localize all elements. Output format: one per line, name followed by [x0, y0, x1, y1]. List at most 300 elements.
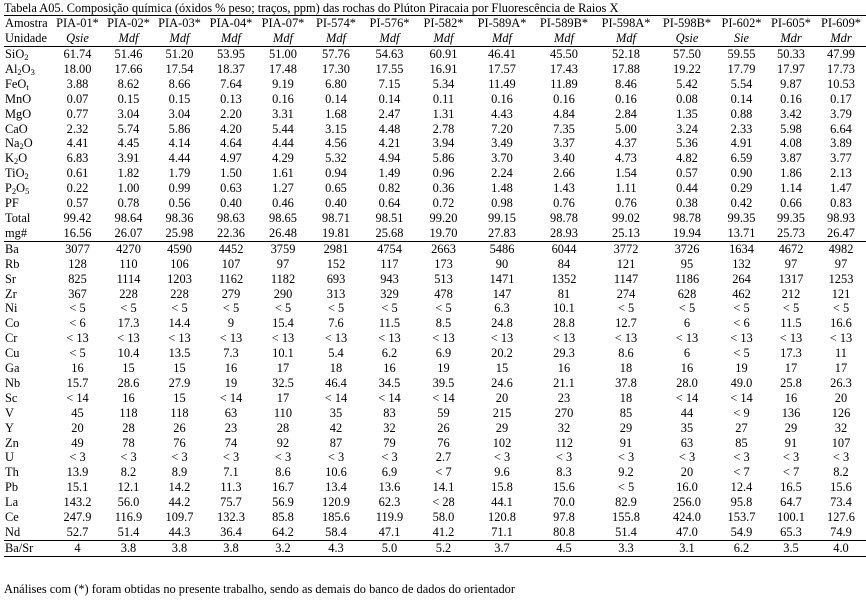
table-cell: 87 [329, 435, 343, 450]
table-cell: 16 [122, 390, 135, 405]
table-cell: 0.96 [432, 166, 455, 181]
table-cell: PI-602* [717, 16, 766, 32]
table-cell: 102 [492, 435, 512, 450]
table-cell: 8.2 [833, 465, 849, 480]
table-cell: 109.7 [165, 510, 194, 525]
table-cell: 54.9 [717, 525, 766, 540]
table-cell: 0.42 [730, 196, 753, 211]
table-cell: 6.9 [381, 465, 398, 480]
table-cell: 6.2 [381, 346, 398, 361]
table-cell: < 13 [614, 331, 638, 346]
table-cell: 3726 [674, 241, 700, 256]
trace-row [4, 272, 866, 287]
table-cell: < 13 [219, 331, 243, 346]
table-cell: 13.5 [168, 346, 191, 361]
table-cell: < 7 [435, 465, 452, 480]
table-cell: Mdf [103, 31, 154, 47]
table-cell: 1.00 [117, 181, 140, 196]
table-cell: 4 [52, 540, 103, 556]
table-cell: 367 [68, 286, 87, 301]
table-cell: 0.11 [432, 91, 455, 106]
table-cell: 76 [437, 435, 450, 450]
table-cell: 128 [68, 256, 87, 271]
table-cell: 0.44 [676, 181, 698, 196]
table-cell: 76 [173, 435, 186, 450]
table-cell: 1.48 [491, 181, 513, 196]
header-label: Unidade [4, 31, 52, 47]
table-cell: 0.64 [378, 196, 401, 211]
row-label: Sc [5, 390, 18, 405]
table-cell: 126 [831, 405, 851, 420]
table-cell: 13.4 [325, 480, 347, 495]
table-cell: 118 [119, 405, 138, 420]
table-cell: 4.44 [272, 136, 294, 151]
trace-row [4, 406, 866, 421]
table-cell: 462 [732, 286, 751, 301]
table-cell: Mdf [154, 31, 205, 47]
oxide-name: CaO [5, 121, 28, 136]
table-cell: 28.93 [533, 226, 595, 241]
oxide-subscript: 2 [24, 171, 29, 182]
row-label [4, 151, 52, 166]
table-cell: 51.4 [595, 525, 657, 540]
oxide-subscript: 2 [17, 66, 22, 77]
table-cell: 15.7 [66, 375, 89, 390]
table-cell: 0.16 [553, 91, 575, 106]
row-label: Y [5, 420, 14, 435]
table-cell: 85 [735, 435, 748, 450]
table-cell: 51.20 [165, 47, 194, 61]
table-cell: 4754 [377, 241, 402, 256]
table-cell: < 3 [733, 450, 750, 465]
table-cell: 3.24 [676, 121, 698, 136]
trace-row [4, 495, 866, 510]
table-cell: 26 [437, 420, 450, 435]
table-cell: 11 [835, 346, 847, 361]
table-cell: 6 [683, 346, 691, 361]
table-cell: 17.54 [165, 61, 194, 76]
table-cell: < 5 [120, 301, 137, 316]
table-cell: 17.3 [117, 316, 140, 331]
table-cell: 0.14 [378, 91, 401, 106]
table-cell: 1.43 [553, 181, 575, 196]
table-cell: < 13 [432, 331, 455, 346]
table-cell: < 3 [678, 450, 696, 465]
table-cell: 99.02 [612, 210, 640, 225]
table-cell: 95 [680, 256, 694, 271]
table-cell: 3.1 [657, 540, 717, 556]
table-cell: 17.57 [488, 61, 516, 76]
table-cell: 1253 [828, 271, 854, 286]
table-cell: 11.89 [550, 76, 578, 91]
table-cell: < 5 [832, 301, 850, 316]
table-cell: 0.17 [830, 91, 852, 106]
table-cell: 132.3 [217, 510, 245, 525]
table-cell: 78 [122, 435, 135, 450]
table-cell: < 13 [730, 331, 753, 346]
table-cell: 8.6 [275, 465, 291, 480]
table-cell: PIA-07* [257, 16, 309, 32]
row-label: Co [5, 316, 20, 331]
oxide-row [4, 62, 866, 77]
oxide-name-part: O [18, 151, 28, 166]
table-cell: 17 [834, 361, 848, 376]
table-cell: 132 [732, 256, 751, 271]
table-cell: 10.4 [117, 346, 140, 361]
table-cell: < 5 [617, 480, 635, 495]
table-cell: 25.73 [766, 226, 816, 241]
table-cell: 12.1 [117, 480, 140, 495]
table-cell: 5.2 [416, 540, 471, 556]
table-cell: 1.79 [168, 166, 191, 181]
table-cell: Mdf [257, 31, 309, 47]
table-cell: 0.61 [66, 166, 89, 181]
table-cell: 3.8 [205, 540, 257, 556]
table-cell: 0.98 [491, 196, 513, 211]
table-cell: 4.73 [615, 151, 637, 166]
table-cell: 46.4 [325, 375, 347, 390]
table-cell: 118 [170, 405, 189, 420]
table-cell: PIA-03* [154, 16, 205, 32]
table-cell: Mdf [533, 31, 595, 47]
table-cell: 212 [781, 286, 801, 301]
table-cell: 26 [173, 420, 186, 435]
table-cell: < 3 [832, 450, 850, 465]
table-cell: 0.78 [117, 196, 140, 211]
table-cell: 98.78 [550, 210, 578, 225]
table-cell: 313 [326, 286, 346, 301]
row-label: Ba [5, 241, 19, 256]
table-cell: Mdf [205, 31, 257, 47]
table-cell: 5.44 [272, 121, 294, 136]
table-cell: 0.83 [830, 196, 852, 211]
table-cell: 7.15 [378, 76, 401, 91]
table-cell: 3.70 [491, 151, 513, 166]
table-cell: 121 [616, 256, 636, 271]
table-cell: 0.57 [66, 196, 89, 211]
table-cell: 2.32 [66, 121, 89, 136]
table-cell: 14.2 [168, 480, 191, 495]
table-cell: 52.7 [52, 525, 103, 540]
table-cell: 116.9 [114, 510, 143, 525]
table-cell: 3.77 [830, 151, 852, 166]
table-cell: 10.53 [827, 76, 855, 91]
table-cell: 0.40 [220, 196, 242, 211]
table-cell: 71.1 [471, 525, 533, 540]
table-cell: 45.50 [550, 47, 578, 61]
oxide-name: PF [5, 196, 19, 211]
table-cell: 13.71 [717, 226, 766, 241]
oxide-subscript: 5 [25, 186, 30, 197]
table-cell: 19 [437, 361, 450, 376]
table-cell: 8.5 [435, 316, 452, 331]
table-cell: 6.2 [717, 540, 766, 556]
table-cell: 14.1 [432, 480, 455, 495]
table-cell: 24.6 [491, 375, 513, 390]
table-cell: Mdr [766, 31, 816, 47]
ratio-row [4, 540, 866, 556]
table-cell: 6044 [551, 241, 577, 256]
table-cell: 3759 [270, 241, 296, 256]
table-cell: 6.83 [66, 151, 89, 166]
table-cell: 15.8 [491, 480, 513, 495]
table-cell: 5.86 [432, 151, 455, 166]
table-cell: 1.82 [117, 166, 140, 181]
table-cell: 18.00 [63, 61, 92, 76]
table-cell: 4.14 [168, 136, 191, 151]
table-cell: 0.76 [553, 196, 575, 211]
table-cell: 9.6 [494, 465, 510, 480]
table-cell: < 3 [493, 450, 511, 465]
table-cell: 107 [221, 256, 241, 271]
table-cell: < 5 [327, 301, 345, 316]
table-cell: 5.00 [615, 121, 637, 136]
oxide-row [4, 136, 866, 151]
table-cell: 45 [71, 405, 84, 420]
table-cell: 3077 [65, 241, 90, 256]
table-cell: 98.78 [673, 210, 701, 225]
oxide-name: K [5, 151, 14, 166]
oxide-name: SiO [5, 47, 25, 61]
table-cell: 0.40 [325, 196, 347, 211]
table-cell: 329 [380, 286, 399, 301]
table-cell: 32.5 [272, 375, 294, 390]
table-cell: 3.91 [117, 151, 140, 166]
table-cell: 83 [383, 405, 396, 420]
table-cell: Mdf [595, 31, 657, 47]
table-cell: 3.8 [154, 540, 205, 556]
table-cell: 1.27 [272, 181, 294, 196]
trace-row [4, 480, 866, 495]
table-cell: 16.91 [429, 61, 458, 76]
table-cell: 24.8 [491, 316, 513, 331]
table-cell: 51.00 [269, 47, 297, 61]
table-cell: 22.36 [205, 226, 257, 241]
table-cell: 0.14 [325, 91, 347, 106]
table-cell: 4.43 [491, 106, 513, 121]
table-cell: 16.7 [272, 480, 294, 495]
table-cell: 12.4 [730, 480, 753, 495]
table-cell: 0.13 [220, 91, 242, 106]
table-cell: < 3 [274, 450, 292, 465]
table-cell: 97 [784, 256, 798, 271]
table-cell: 0.72 [432, 196, 455, 211]
table-cell: 19.70 [416, 226, 471, 241]
row-label [4, 136, 52, 151]
table-caption: Tabela A05. Composição química (óxidos % peso; traços, ppm) das rochas do Plúton Piracaia por Fluorescência de Raios X [4, 1, 619, 15]
table-cell: 37.8 [615, 375, 637, 390]
oxide-row [4, 92, 866, 107]
oxide-subscript: 2 [13, 156, 19, 167]
table-cell: 98.63 [217, 210, 245, 225]
table-cell: 1186 [674, 271, 700, 286]
oxide-name: Na [5, 136, 20, 151]
table-cell: 85 [619, 405, 633, 420]
trace-row [4, 287, 866, 302]
table-cell: 52.18 [612, 47, 640, 61]
table-cell: 9 [227, 316, 235, 331]
table-cell: 8.3 [556, 465, 572, 480]
row-label: Cu [5, 346, 20, 361]
table-cell: 51.4 [103, 525, 154, 540]
table-cell: < 5 [69, 301, 86, 316]
table-cell: 4982 [828, 241, 854, 256]
table-cell: 64.7 [780, 495, 802, 510]
table-cell: 4.5 [533, 540, 595, 556]
table-cell: 16 [224, 361, 238, 376]
table-cell: Qsie [52, 31, 103, 47]
row-label: Pb [5, 480, 19, 495]
table-cell: 15 [173, 361, 186, 376]
oxide-subscript: 2 [24, 52, 29, 62]
row-label [4, 122, 52, 137]
table-cell: 5.4 [328, 346, 344, 361]
table-cell: 5.98 [780, 121, 802, 136]
table-cell: Mdf [471, 31, 533, 47]
oxide-name-part: O [21, 61, 31, 76]
oxide-name: Al [5, 61, 18, 76]
table-cell: 1.31 [432, 106, 455, 121]
table-cell: 28 [122, 420, 135, 435]
oxide-row [4, 226, 866, 241]
table-cell: 4.56 [325, 136, 347, 151]
table-cell: 5.32 [325, 151, 347, 166]
table-cell: 1147 [613, 271, 639, 286]
row-label [4, 92, 52, 107]
oxide-name: MgO [5, 106, 32, 121]
table-cell: 0.90 [730, 166, 753, 181]
table-cell: 26.3 [830, 375, 852, 390]
table-cell: 59.55 [727, 47, 756, 61]
table-cell: 17 [276, 361, 290, 376]
table-cell: 85.8 [272, 510, 294, 525]
table-cell: 4.08 [780, 136, 802, 151]
table-cell: 65.3 [766, 525, 816, 540]
table-cell: 4.82 [676, 151, 698, 166]
table-cell: 28.6 [117, 375, 140, 390]
table-cell: 3772 [613, 241, 639, 256]
table-cell: 0.22 [66, 181, 89, 196]
table-cell: 628 [677, 286, 697, 301]
table-cell: 1.47 [830, 181, 852, 196]
table-cell: 3.89 [830, 136, 852, 151]
table-cell: 61.74 [63, 47, 92, 61]
table-cell: PI-576* [363, 16, 416, 32]
table-cell: 90 [495, 256, 509, 271]
table-cell: 97 [276, 256, 290, 271]
table-cell: 46.41 [488, 47, 516, 61]
table-cell: PI-605* [766, 16, 816, 32]
table-cell: 6.64 [830, 121, 852, 136]
table-cell: < 14 [324, 390, 348, 405]
table-cell: < 6 [69, 316, 86, 331]
table-cell: < 9 [733, 405, 750, 420]
table-cell: < 13 [378, 331, 401, 346]
table-cell: 478 [434, 286, 453, 301]
table-cell: 0.94 [325, 166, 347, 181]
table-cell: PI-609* [816, 16, 866, 32]
table-cell: < 3 [782, 450, 800, 465]
table-cell: 8.2 [120, 465, 137, 480]
table-cell: 0.16 [615, 91, 637, 106]
oxide-subscript: 2 [19, 141, 24, 152]
table-cell: 25.13 [595, 226, 657, 241]
row-label [4, 181, 52, 196]
table-cell: 16.6 [830, 316, 852, 331]
table-cell: 10.1 [553, 301, 575, 316]
row-label [4, 226, 52, 241]
table-cell: 5486 [489, 241, 515, 256]
table-cell: 3.40 [553, 151, 575, 166]
table-cell: < 3 [617, 450, 635, 465]
table-cell: 152 [326, 256, 346, 271]
table-cell: 513 [434, 271, 453, 286]
table-cell: < 14 [432, 390, 455, 405]
table-cell: 0.57 [676, 166, 698, 181]
table-cell: 80.8 [533, 525, 595, 540]
table-cell: 228 [119, 286, 138, 301]
table-cell: 74.9 [816, 525, 866, 540]
table-cell: 2663 [431, 241, 456, 256]
table-cell: PI-598B* [657, 16, 717, 32]
table-cell: 11.3 [220, 480, 242, 495]
table-cell: 56.0 [117, 495, 140, 510]
table-cell: 50.33 [777, 47, 805, 61]
table-cell: < 13 [552, 331, 576, 346]
row-label: V [5, 405, 14, 420]
table-cell: 82.9 [615, 495, 637, 510]
table-cell: 3.42 [780, 106, 802, 121]
table-cell: 16.0 [676, 480, 698, 495]
table-cell: 279 [221, 286, 241, 301]
table-cell: 26.48 [257, 226, 309, 241]
table-cell: 424.0 [673, 510, 701, 525]
table-cell: 29.3 [553, 346, 575, 361]
table-cell: 15.1 [66, 480, 89, 495]
table-cell: Mdf [309, 31, 363, 47]
table-cell: 17 [276, 390, 290, 405]
table-cell: 15 [122, 361, 135, 376]
table-cell: < 5 [274, 301, 292, 316]
table-cell: 270 [554, 405, 574, 420]
table-cell: < 13 [829, 331, 853, 346]
oxide-name: P [5, 181, 12, 196]
table-cell: 4270 [116, 241, 141, 256]
table-cell: 1.14 [780, 181, 802, 196]
table-cell: 215 [492, 405, 512, 420]
table-cell: 1.86 [780, 166, 802, 181]
table-cell: 12.7 [615, 316, 637, 331]
table-cell: 58.4 [309, 525, 363, 540]
table-cell: 943 [380, 271, 399, 286]
table-cell: 27.9 [168, 375, 191, 390]
table-cell: 2981 [323, 241, 349, 256]
table-cell: < 7 [733, 465, 750, 480]
oxide-name: FeO [5, 76, 27, 91]
table-cell: 127.6 [827, 510, 855, 525]
table-cell: 4.64 [220, 136, 242, 151]
row-label: Nb [5, 375, 21, 390]
table-cell: 2.13 [830, 166, 852, 181]
table-cell: 19.94 [657, 226, 717, 241]
table-cell: 4.94 [378, 151, 401, 166]
table-cell: 11.5 [780, 316, 802, 331]
table-cell: 32 [557, 420, 571, 435]
table-cell: 0.29 [730, 181, 753, 196]
table-cell: 11.5 [378, 316, 401, 331]
table-cell: < 3 [69, 450, 86, 465]
table-cell: 173 [434, 256, 453, 271]
